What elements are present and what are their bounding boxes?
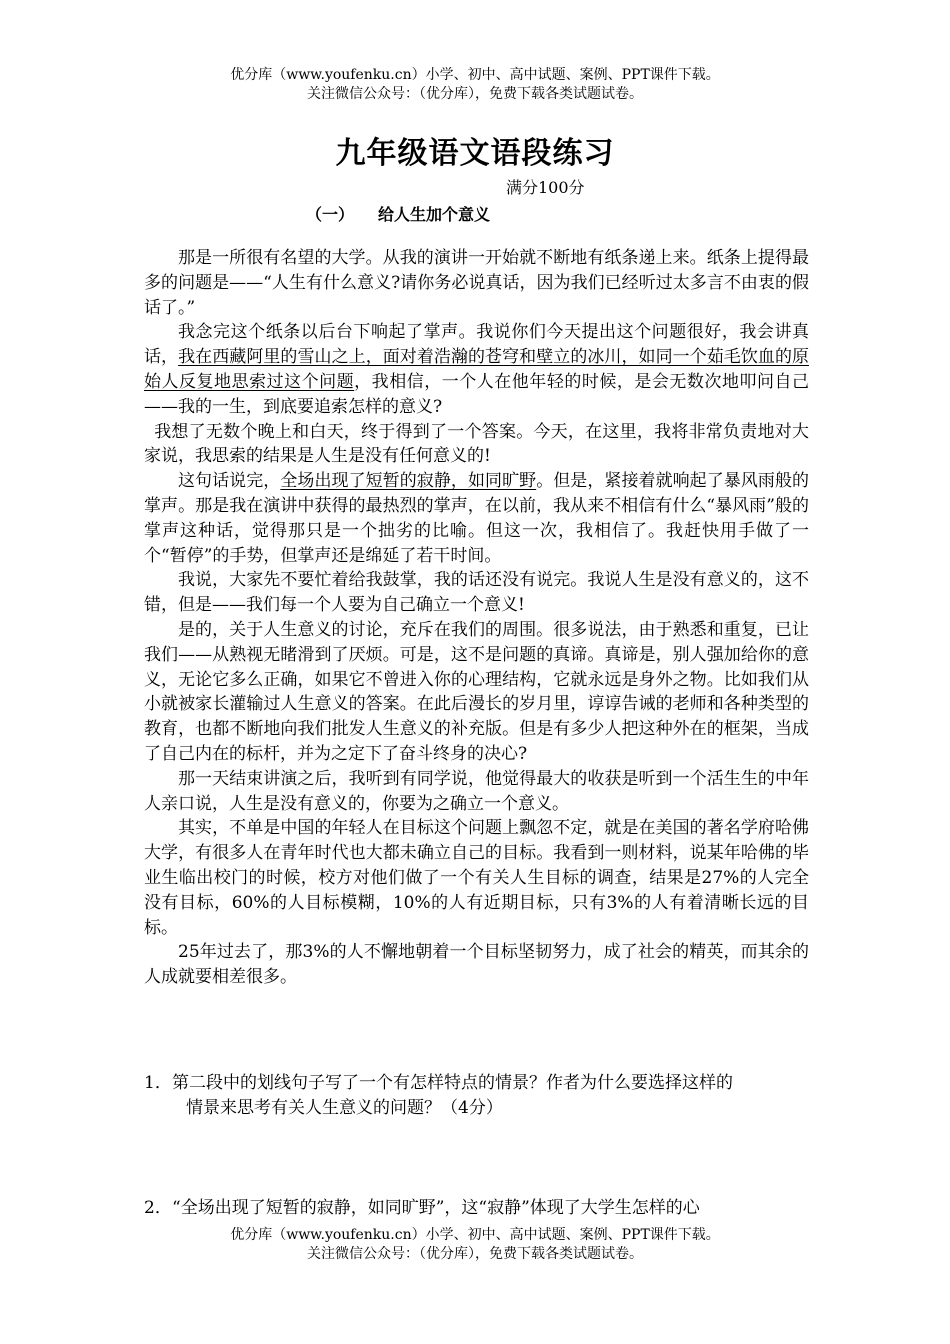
underlined-sentence-1: 我在西藏阿里的雪山之上，面对着浩瀚的苍穹和壁立的冰川，如同一个茹毛饮血的原始人反复地思索过这个问题 [144,347,810,392]
paragraph-8: 其实，不单是中国的年轻人在目标这个问题上飘忽不定，就是在美国的著名学府哈佛大学，有很多人在青年时代也大都未确立自己的目标。我看到一则材料，说某年哈佛的毕业生临出校门的时候，校方对他们做了一个有关人生目标的调查，结果是27%的人完全没有目标，60%的人目标模糊，10%的人有近期目标，只有3%的人有着清晰长远的目标。 [144,818,809,938]
question-1-number: 1． [144,1073,172,1093]
question-2-number: 2． [144,1198,172,1218]
article-body [144,246,809,990]
paragraph-4-end: 。但是，紧接着就响起了暴风雨般的掌声。那是我在演讲中获得的最热烈的掌声，在以前，我从来不相信有什么“暴风雨”般的掌声这种话，觉得那只是一个拙劣的比喻。但这一次，我相信了。我赶快用手做了一个“暂停”的手势，但掌声还是绵延了若干时间。 [144,471,810,566]
page-footer [0,1226,950,1264]
paragraph-4-start: 这句话说完， [178,471,281,492]
paragraph-6: 是的，关于人生意义的讨论，充斥在我们的周围。很多说法，由于熟悉和重复，已让我们——从熟视无睹滑到了厌烦。可是，这不是问题的真谛。真谛是，别人强加给你的意义，无论它多么正确，如果它不曾进入你的心理结构，它就永远是身外之物。比如我们从小就被家长灌输过人生意义的答案。在此后漫长的岁月里，谆谆告诫的老师和各种类型的教育，也都不断地向我们批发人生意义的补充版。但是有多少人把这种外在的框架，当成了自己内在的标杆，并为之定下了奋斗终身的决心? [144,619,809,764]
paragraph-2-end: ，我相信，一个人在他年轻的时候，是会无数次地叩问自己——我的一生，到底要追索怎样的意义? [144,371,810,417]
question-1-line-2: 情景来思考有关人生意义的问题？（4分） [186,1098,503,1118]
question-2 [144,1196,814,1221]
page-title: 九年级语文语段练习 [335,136,615,171]
question-1-text [172,1071,814,1121]
paragraph-4 [144,469,809,568]
paragraph-3: 我想了无数个晚上和白天，终于得到了一个答案。今天，在这里，我将非常负责地对大家说，我思索的结果是人生是没有任何意义的! [144,421,809,467]
question-1 [144,1071,814,1121]
header-line-1: 优分库（www.youfenku.cn）小学、初中、高中试题、案例、PPT课件下载。 [230,67,720,83]
section-heading [306,202,490,225]
paragraph-1: 那是一所很有名望的大学。从我的演讲一开始就不断地有纸条递上来。纸条上提得最多的问题是——“人生有什么意义?请你务必说真话，因为我们已经听过太多言不由衷的假话了。” [144,248,809,318]
paragraph-5: 我说，大家先不要忙着给我鼓掌，我的话还没有说完。我说人生是没有意义的，这不错，但是——我们每一个人要为自己确立一个意义! [144,570,809,616]
paragraph-2-start: 我念完这个纸条以后台下响起了掌声。我说你们今天提出这个问题很好，我会讲真话， [144,322,809,368]
header-line-2: 关注微信公众号：（优分库），免费下载各类试题试卷。 [307,86,643,102]
full-score: 满分100分 [506,178,585,197]
paragraph-9: 25年过去了，那3%的人不懈地朝着一个目标坚韧努力，成了社会的精英，而其余的人成就要相差很多。 [144,942,809,988]
question-2-text: “全场出现了短暂的寂静，如同旷野”，这“寂静”体现了大学生怎样的心 [172,1198,700,1218]
footer-line-2: 关注微信公众号：（优分库），免费下载各类试题试卷。 [307,1246,643,1262]
section-number: （一） [306,205,355,224]
page-header [0,66,950,104]
underlined-sentence-2: 全场出现了短暂的寂静，如同旷野 [280,471,537,492]
section-title: 给人生加个意义 [378,205,491,224]
paragraph-7: 那一天结束讲演之后，我听到有同学说，他觉得最大的收获是听到一个活生生的中年人亲口说，人生是没有意义的，你要为之确立一个意义。 [144,768,809,814]
footer-line-1: 优分库（www.youfenku.cn）小学、初中、高中试题、案例、PPT课件下载。 [230,1227,720,1243]
paragraph-2 [144,320,809,419]
question-1-line-1: 第二段中的划线句子写了一个有怎样特点的情景？作者为什么要选择这样的 [172,1073,733,1093]
